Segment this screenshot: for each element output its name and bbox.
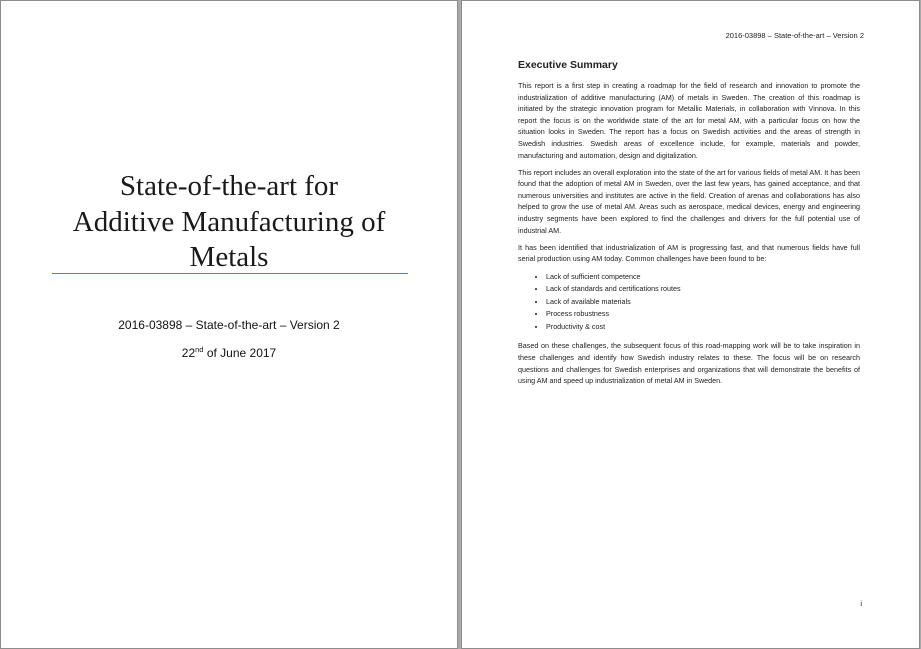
- date-day: 22: [181, 346, 196, 360]
- cover-page: [1, 1, 457, 648]
- closing-paragraph: Based on these challenges, the subsequent focus of this road-mapping work will be to take inspiration in these challenges and identify how Swedish industry relates to these. The focus will be on research questions and challenges for Swedish enterprises and organizations that will demonstrate the benefits of using AM and speed up industrialization of metal AM in Sweden.: [518, 341, 860, 386]
- date-suffix: nd: [195, 345, 204, 354]
- page-number: i: [860, 599, 862, 608]
- list-item: • Process robustness: [546, 308, 860, 321]
- title-line-1: State-of-the-art for: [119, 170, 339, 202]
- paragraph-3: It has been identified that industrialization of AM is progressing fast, and that numerous fields have full serial production using AM today. Common challenges have been found to be:: [518, 242, 860, 264]
- executive-summary-page: [462, 1, 919, 648]
- document-date: [1, 346, 457, 360]
- title-underline: [52, 273, 408, 274]
- title-line-3: Metals: [189, 241, 269, 273]
- list-item: • Lack of sufficient competence: [546, 271, 860, 284]
- document-subtitle: 2016-03898 – State-of-the-art – Version 2: [118, 318, 340, 332]
- list-item: • Productivity & cost: [546, 321, 860, 334]
- section-heading: Executive Summary: [518, 59, 618, 71]
- running-header: 2016-03898 – State-of-the-art – Version 2: [725, 31, 864, 40]
- title-line-2: Additive Manufacturing of: [72, 205, 386, 238]
- list-item: • Lack of available materials: [546, 296, 860, 309]
- paragraph-2: This report includes an overall exploration into the state of the art for various fields of metal AM. It has been found that the adoption of metal AM in Sweden, over the last few years, has gained acceptance, and that numerous universities and institutes are active in the field. Creation of arenas and collaborations has also helped to grow the use of metal AM. Areas such as aerospace, medical devices, energy and engineering industry segments have been explored to find the challenges and drivers for the full potential use of industrial AM.: [518, 167, 860, 235]
- paragraph-1: This report is a first step in creating a roadmap for the field of research and innovation to promote the industrialization of additive manufacturing (AM) of metals in Sweden. The creation of this roadmap is initiated by the strategic innovation program for Metallic Materials, in collaboration with Vinnova. In this report the focus is on the worldwide state of the art for metal AM, with a particular focus on how the situation looks in Sweden. The report has a focus on Swedish activities and the areas of strength in Swedish industries. Swedish areas of excellence include, for example, materials and powder, manufacturing and automation, design and digitalization.: [518, 81, 860, 160]
- document-title: [1, 169, 457, 276]
- page-content: [518, 58, 860, 392]
- challenges-list: [518, 271, 860, 334]
- list-item: • Lack of standards and certifications routes: [546, 283, 860, 296]
- date-rest: of June 2017: [203, 346, 277, 360]
